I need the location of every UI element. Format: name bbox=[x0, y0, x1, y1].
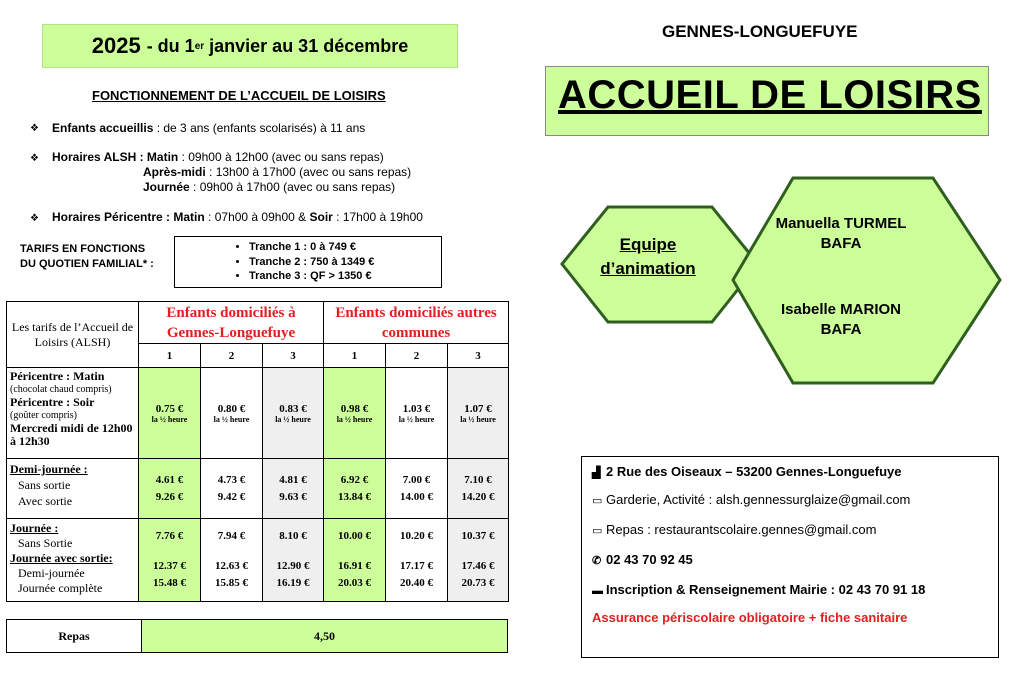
info-pericentre: Horaires Péricentre : Matin : 07h00 à 09h00 & Soir : 17h00 à 19h00 bbox=[52, 210, 423, 224]
section-title: FONCTIONNEMENT DE L’ACCUEIL DE LOISIRS bbox=[92, 88, 386, 103]
info-horaires: Horaires ALSH : Matin : 09h00 à 12h00 (avec ou sans repas) bbox=[52, 150, 384, 164]
truck-icon: ▟ bbox=[592, 467, 601, 479]
repas-label: Repas bbox=[7, 620, 142, 653]
contact-box bbox=[581, 456, 999, 658]
bullet-icon: ❖ bbox=[30, 123, 39, 134]
table-cell: 0.80 € la ½ heure bbox=[201, 368, 263, 459]
info-enfants: Enfants accueillis : de 3 ans (enfants scolarisés) à 11 ans bbox=[52, 121, 366, 135]
main-title: ACCUEIL DE LOISIRS bbox=[558, 73, 982, 117]
tranche-3: • Tranche 3 : QF > 1350 € bbox=[249, 269, 441, 284]
col-header: 1 bbox=[139, 344, 201, 368]
period-sup: er bbox=[194, 40, 205, 52]
equipe-label: Equipe d’animation bbox=[600, 235, 696, 278]
table-cell: 7.00 € 14.00 € bbox=[386, 459, 448, 519]
table-cell: 7.94 € 12.63 € 15.85 € bbox=[201, 519, 263, 602]
col-header: 1 bbox=[324, 344, 386, 368]
group-header-autres: Enfants domiciliés autres communes bbox=[324, 302, 509, 344]
laptop-icon: ▭ bbox=[592, 525, 603, 537]
bullet-icon: ❖ bbox=[30, 213, 39, 224]
col-header: 2 bbox=[386, 344, 448, 368]
table-cell: 4.73 € 9.42 € bbox=[201, 459, 263, 519]
table-cell: 7.76 € 12.37 € 15.48 € bbox=[139, 519, 201, 602]
animateur-1: Manuella TURMEL BAFA bbox=[775, 215, 907, 252]
table-cell: 0.75 € la ½ heure bbox=[139, 368, 201, 459]
table-cell: 0.98 € la ½ heure bbox=[324, 368, 386, 459]
garderie-line: ▭ Garderie, Activité : alsh.gennessurglaize@gmail.com bbox=[592, 492, 911, 507]
bullet-icon: ❖ bbox=[30, 153, 39, 164]
laptop-icon: ▭ bbox=[592, 495, 603, 507]
period-suffix: janvier au 31 décembre bbox=[204, 35, 409, 56]
row-label-pericentre: Péricentre : Matin (chocolat chaud compris) Péricentre : Soir (goûter compris) Mercredi midi de 12h00 à 12h30 bbox=[7, 368, 139, 459]
phone-icon: ✆ bbox=[592, 555, 602, 567]
table-cell: 1.03 € la ½ heure bbox=[386, 368, 448, 459]
repas-value: 4,50 bbox=[142, 620, 508, 653]
table-cell: 7.10 € 14.20 € bbox=[448, 459, 509, 519]
row-label-demi-journee: Demi-journée : Sans sortie Avec sortie bbox=[7, 459, 139, 519]
row-label-journee: Journée : Sans Sortie Journée avec sortie: Demi-journée Journée complète bbox=[7, 519, 139, 602]
group-header-gennes: Enfants domiciliés à Gennes-Longuefuye bbox=[139, 302, 324, 344]
table-cell: 8.10 € 12.90 € 16.19 € bbox=[263, 519, 324, 602]
address-line: ▟ 2 Rue des Oiseaux – 53200 Gennes-Longuefuye bbox=[592, 464, 902, 479]
table-cell: 10.20 € 17.17 € 20.40 € bbox=[386, 519, 448, 602]
tranche-2: • Tranche 2 : 750 à 1349 € bbox=[249, 255, 441, 270]
commune-name: GENNES-LONGUEFUYE bbox=[662, 22, 858, 41]
corner-label: Les tarifs de l’Accueil de Loisirs (ALSH) bbox=[7, 302, 139, 368]
tranche-1: • Tranche 1 : 0 à 749 € bbox=[249, 240, 441, 255]
year: 2025 bbox=[91, 33, 141, 58]
info-journee: Journée : 09h00 à 17h00 (avec ou sans repas) bbox=[143, 180, 396, 194]
col-header: 3 bbox=[448, 344, 509, 368]
briefcase-icon: ▬ bbox=[592, 585, 603, 597]
info-apres-midi: Après-midi : 13h00 à 17h00 (avec ou sans repas) bbox=[143, 165, 412, 179]
table-cell: 1.07 € la ½ heure bbox=[448, 368, 509, 459]
table-cell: 4.61 € 9.26 € bbox=[139, 459, 201, 519]
animateur-2: Isabelle MARION BAFA bbox=[780, 301, 902, 338]
assurance-warning: Assurance périscolaire obligatoire + fiche sanitaire bbox=[592, 610, 908, 625]
repas-line: ▭ Repas : restaurantscolaire.gennes@gmail.com bbox=[592, 522, 877, 537]
col-header: 2 bbox=[201, 344, 263, 368]
table-cell: 10.00 € 16.91 € 20.03 € bbox=[324, 519, 386, 602]
col-header: 3 bbox=[263, 344, 324, 368]
table-cell: 6.92 € 13.84 € bbox=[324, 459, 386, 519]
table-cell: 4.81 € 9.63 € bbox=[263, 459, 324, 519]
mairie-line: ▬ Inscription & Renseignement Mairie : 02 43 70 91 18 bbox=[592, 582, 926, 597]
tarifs-label: TARIFS EN FONCTIONS DU QUOTIEN FAMILIAL* : bbox=[20, 243, 154, 270]
table-cell: 0.83 € la ½ heure bbox=[263, 368, 324, 459]
hexagon-animateurs bbox=[733, 178, 1000, 383]
period-prefix: - du 1 bbox=[146, 35, 195, 56]
phone-line: ✆ 02 43 70 92 45 bbox=[592, 552, 693, 567]
table-cell: 10.37 € 17.46 € 20.73 € bbox=[448, 519, 509, 602]
